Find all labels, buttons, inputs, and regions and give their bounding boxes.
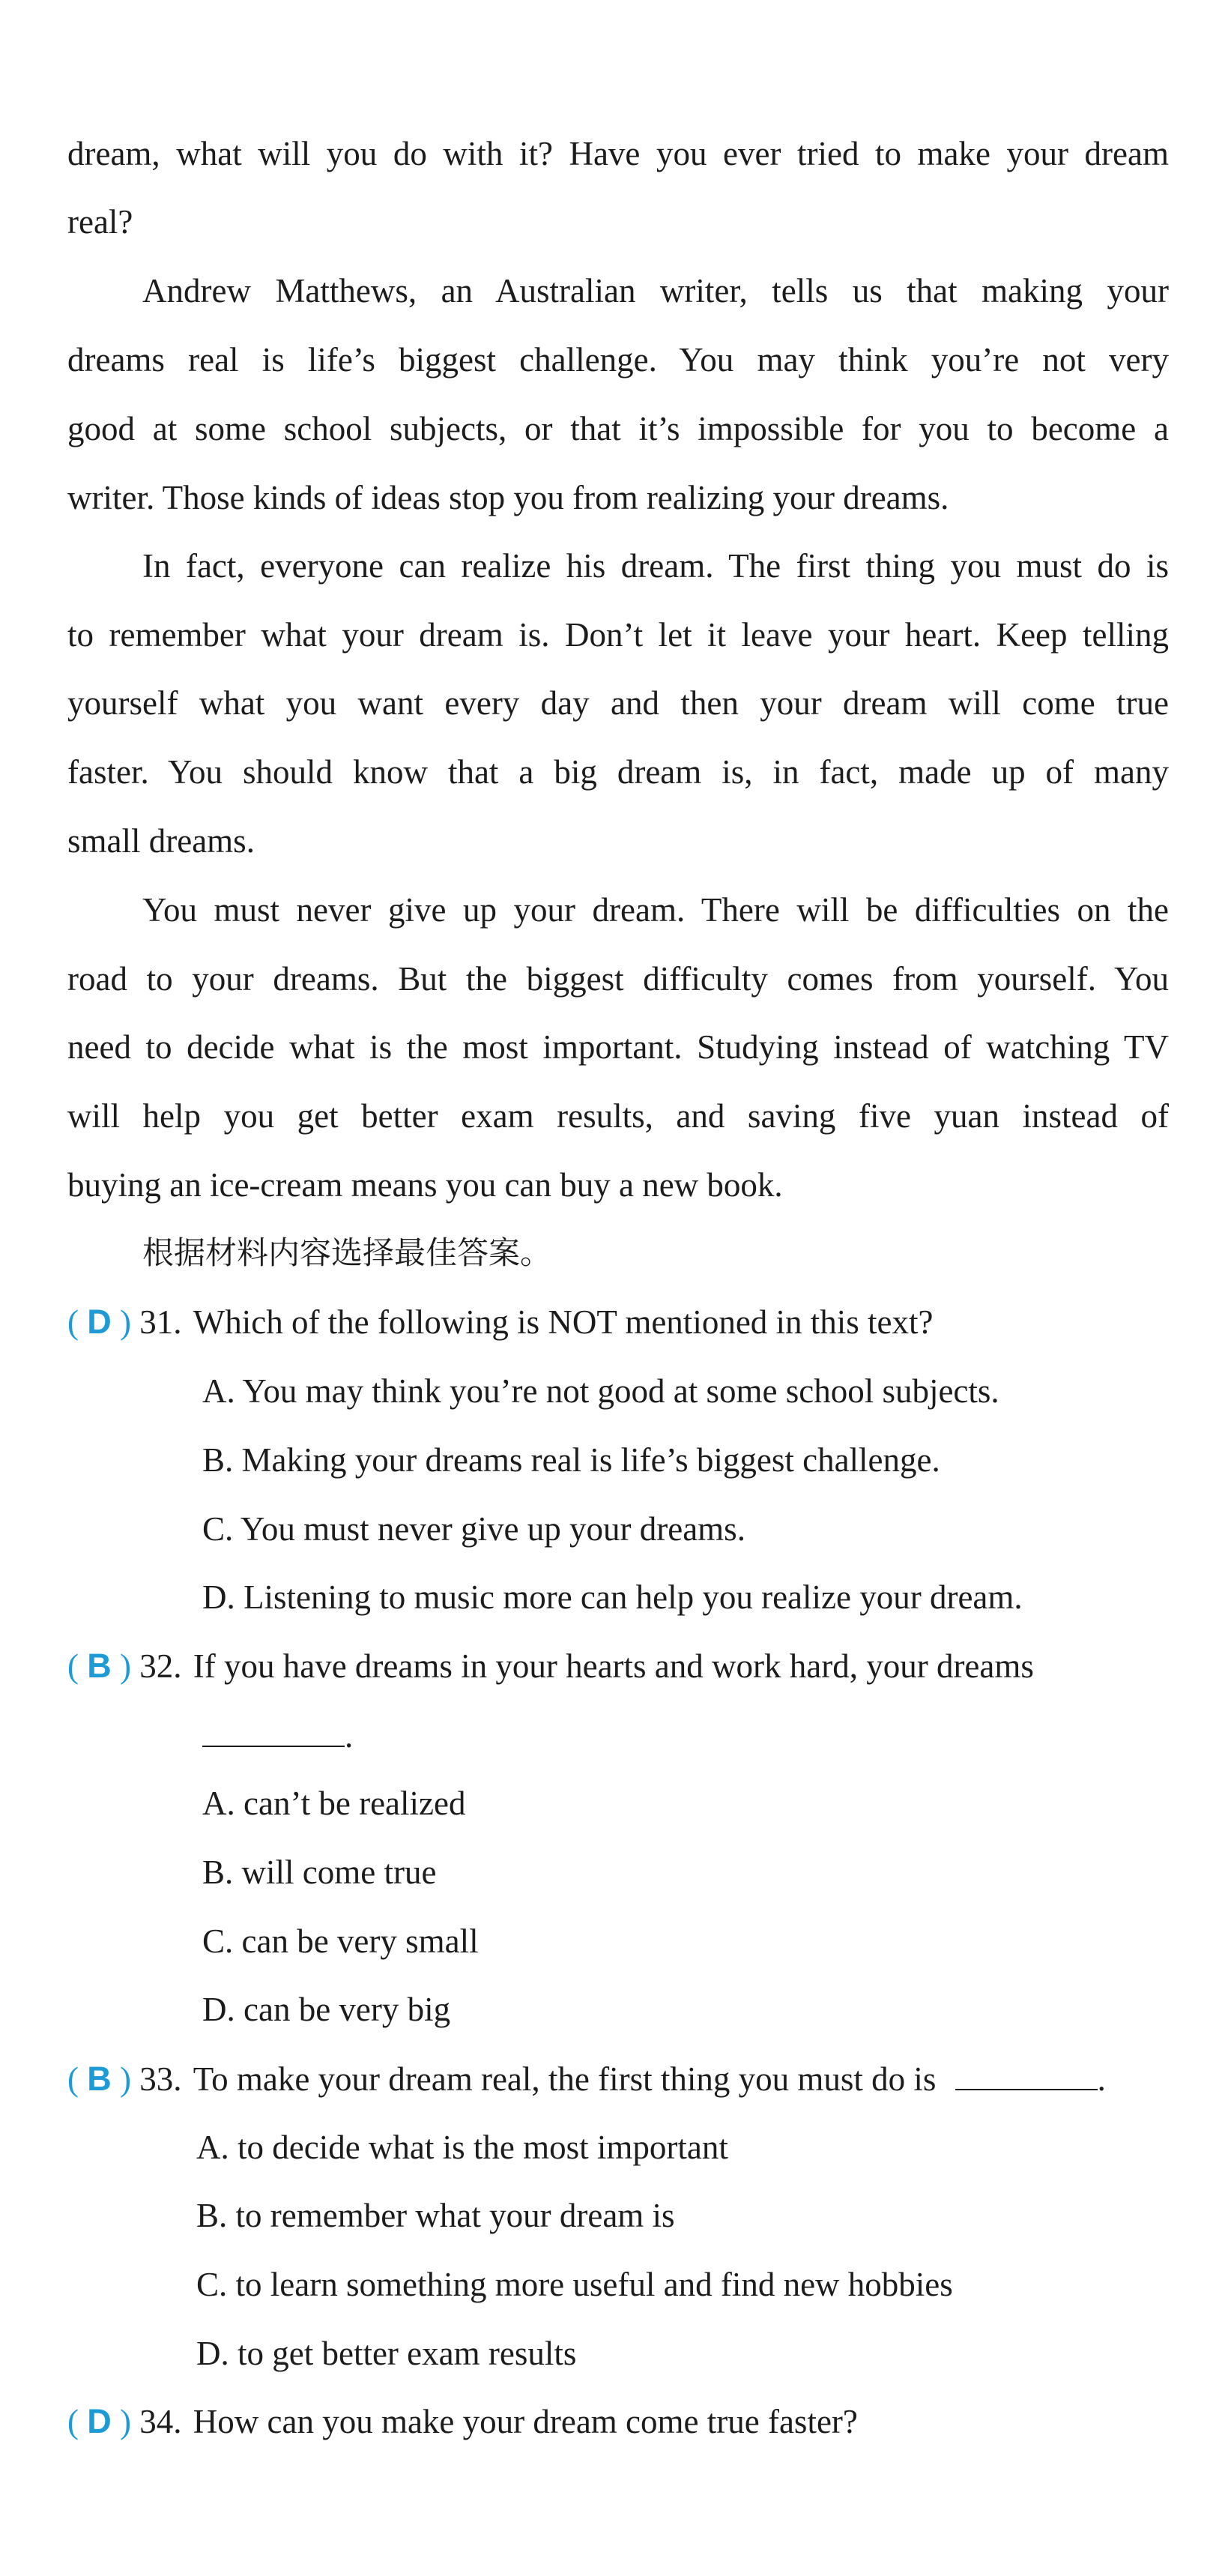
question-number: 32. [139, 1647, 182, 1685]
answer-paren-open: ( [67, 2403, 79, 2440]
sentence-end: . [1097, 2060, 1106, 2098]
option-c: C. to learn something more useful and find new hobbies [196, 2266, 953, 2303]
answer-paren-open: ( [67, 2060, 79, 2098]
instruction-text: 根据材料内容选择最佳答案。 [142, 1234, 552, 1271]
option-d: D. can be very big [202, 1991, 451, 2028]
answer-letter: D [87, 2402, 112, 2440]
question-text: Which of the following is NOT mentioned in this text? [193, 1303, 934, 1341]
answer-paren-close: ) [120, 1303, 131, 1341]
answer-paren-close: ) [120, 1647, 131, 1685]
question-text: If you have dreams in your hearts and work hard, your dreams [193, 1647, 1034, 1685]
answer-blank [955, 2056, 1098, 2090]
passage-line: small dreams. [67, 822, 255, 860]
passage-line: road to your dreams. But the biggest difficulty comes from yourself. You [67, 960, 1169, 998]
option-b: B. to remember what your dream is [196, 2197, 675, 2234]
question-text: How can you make your dream come true faster? [193, 2403, 858, 2440]
passage-line: yourself what you want every day and then your dream will come true [67, 684, 1169, 722]
answer-paren-open: ( [67, 1647, 79, 1685]
passage-line: will help you get better exam results, and saving five yuan instead of [67, 1097, 1169, 1135]
option-b: B. will come true [202, 1853, 437, 1891]
question-number: 34. [139, 2403, 182, 2440]
passage-line: dream, what will you do with it? Have you ever tried to make your dream [67, 135, 1169, 172]
answer-letter: B [87, 1647, 112, 1685]
option-a: A. You may think you’re not good at some school subjects. [202, 1372, 999, 1410]
question-32-blank-line [202, 1713, 353, 1758]
passage-line: writer. Those kinds of ideas stop you from realizing your dreams. [67, 479, 949, 516]
answer-blank [202, 1713, 345, 1747]
question-31 [67, 1300, 934, 1345]
passage-line: need to decide what is the most important. Studying instead of watching TV [67, 1028, 1169, 1066]
passage-line: good at some school subjects, or that it’s impossible for you to become a [67, 410, 1169, 447]
question-number: 33. [139, 2060, 182, 2098]
option-c: C. can be very small [202, 1922, 479, 1960]
option-b: B. Making your dreams real is life’s biggest challenge. [202, 1441, 940, 1479]
question-text: To make your dream real, the first thing you must do is [193, 2060, 937, 2098]
option-a: A. can’t be realized [202, 1785, 466, 1822]
answer-letter: B [87, 2060, 112, 2098]
passage-line: You must never give up your dream. There will be difficulties on the [142, 891, 1169, 929]
passage-line: In fact, everyone can realize his dream. The first thing you must do is [142, 547, 1169, 585]
passage-line: dreams real is life’s biggest challenge. You may think you’re not very [67, 341, 1169, 378]
question-34 [67, 2399, 858, 2444]
option-d: D. to get better exam results [196, 2335, 577, 2372]
passage-line: faster. You should know that a big dream is, in fact, made up of many [67, 753, 1169, 791]
answer-paren-open: ( [67, 1303, 79, 1341]
passage-line: buying an ice-cream means you can buy a new book. [67, 1166, 783, 1204]
passage-line: real? [67, 203, 133, 241]
option-d: D. Listening to music more can help you realize your dream. [202, 1578, 1023, 1616]
passage-line: Andrew Matthews, an Australian writer, tells us that making your [142, 272, 1169, 310]
question-32 [67, 1644, 1034, 1689]
answer-letter: D [87, 1303, 112, 1341]
passage-line: to remember what your dream is. Don’t let it leave your heart. Keep telling [67, 616, 1169, 654]
option-a: A. to decide what is the most important [196, 2129, 728, 2166]
answer-paren-close: ) [120, 2403, 131, 2440]
question-33 [67, 2056, 1106, 2102]
option-c: C. You must never give up your dreams. [202, 1510, 745, 1548]
answer-paren-close: ) [120, 2060, 131, 2098]
sentence-end: . [345, 1717, 354, 1755]
question-number: 31. [139, 1303, 182, 1341]
